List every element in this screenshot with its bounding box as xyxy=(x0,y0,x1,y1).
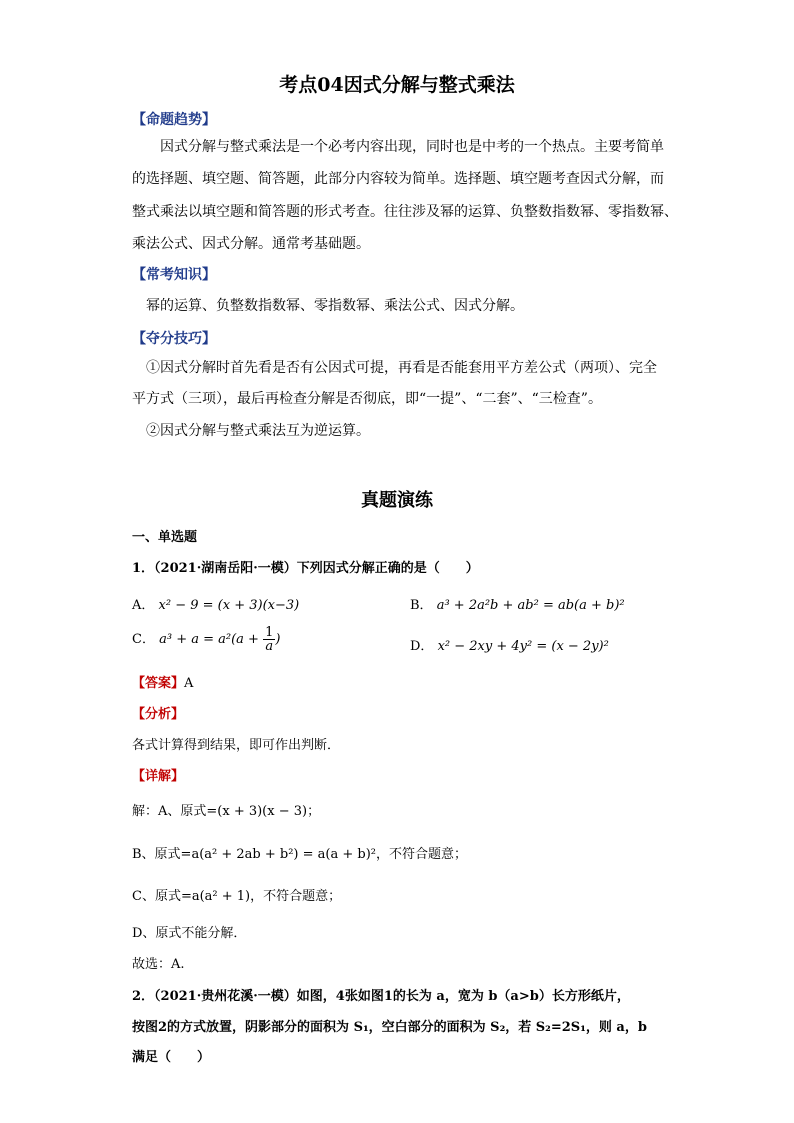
tips-line-3: ②因式分解与整式乘法互为逆运算。 xyxy=(146,423,370,439)
option-c-pre: a³ + a = a²(a + xyxy=(159,632,264,647)
answer-label: 【答案】 xyxy=(132,676,185,691)
detail-line-4: D、原式不能分解． xyxy=(132,926,247,941)
option-d-label: D． xyxy=(410,639,434,654)
detail-line-5: 故选：A. xyxy=(132,957,185,972)
practice-heading: 真题演练 xyxy=(361,490,433,511)
option-b-label: B． xyxy=(410,598,433,613)
answer-row xyxy=(132,672,193,691)
option-d-expr: x² − 2xy + 4y² = (x − 2y)² xyxy=(437,639,609,654)
option-b-expr: a³ + 2a²b + ab² = ab(a + b)² xyxy=(436,598,625,613)
detail-line-1: 解：A、原式=(x + 3)(x − 3)； xyxy=(132,804,321,819)
option-c-fraction xyxy=(263,626,275,653)
section-label-tips: 【夺分技巧】 xyxy=(132,331,216,347)
tips-line-2: 平方式（三项），最后再检查分解是否彻底，即“一提”、“二套”、“三检查”。 xyxy=(132,391,602,407)
q1-option-a xyxy=(132,594,299,613)
analysis-text: 各式计算得到结果，即可作出判断． xyxy=(132,738,341,753)
detail-label: 【详解】 xyxy=(132,769,185,784)
fraction-denominator: a xyxy=(265,639,274,654)
trend-line-2: 的选择题、填空题、简答题，此部分内容较为简单。选择题、填空题考查因式分解，而 xyxy=(132,171,664,187)
knowledge-line: 幂的运算、负整数指数幂、零指数幂、乘法公式、因式分解。 xyxy=(146,298,524,314)
q2-line-1: 2．（2021·贵州花溪·一模）如图，4张如图1的长为 a，宽为 b（a>b）长方形纸片， xyxy=(132,989,630,1004)
section-label-knowledge: 【常考知识】 xyxy=(132,267,216,283)
trend-line-4: 乘法公式、因式分解。通常考基础题。 xyxy=(132,236,370,252)
trend-line-1: 因式分解与整式乘法是一个必考内容出现，同时也是中考的一个热点。主要考简单 xyxy=(160,139,664,155)
q2-line-2: 按图2的方式放置，阴影部分的面积为 S₁，空白部分的面积为 S₂，若 S₂=2S₁，则 a，b xyxy=(132,1020,647,1035)
fraction-numerator: 1 xyxy=(265,625,274,640)
page-title: 考点04因式分解与整式乘法 xyxy=(279,74,515,96)
part-label: 一、单选题 xyxy=(132,530,198,545)
q2-line-3: 满足（ ） xyxy=(132,1050,211,1065)
detail-line-2: B、原式=a(a² + 2ab + b²) = a(a + b)²，不符合题意； xyxy=(132,847,467,862)
answer-value: A xyxy=(184,676,194,691)
option-c-post: ) xyxy=(275,632,281,647)
q1-stem: 1．（2021·湖南岳阳·一模）下列因式分解正确的是（ ） xyxy=(132,561,479,576)
tips-line-1: ①因式分解时首先看是否有公因式可提，再看是否能套用平方差公式（两项）、完全 xyxy=(146,360,657,376)
detail-line-3: C、原式=a(a² + 1)，不符合题意； xyxy=(132,889,342,904)
section-label-trend: 【命题趋势】 xyxy=(132,112,216,128)
option-a-expr: x² − 9 = (x + 3)(x−3) xyxy=(158,598,300,613)
analysis-label: 【分析】 xyxy=(132,707,185,722)
q1-option-b xyxy=(410,594,625,613)
q1-option-d xyxy=(410,635,609,654)
trend-line-3: 整式乘法以填空题和简答题的形式考查。往往涉及幂的运算、负整数指数幂、零指数幂、 xyxy=(132,204,678,220)
option-a-label: A． xyxy=(132,598,155,613)
option-c-label: C． xyxy=(132,632,155,647)
q1-option-c xyxy=(132,626,280,653)
